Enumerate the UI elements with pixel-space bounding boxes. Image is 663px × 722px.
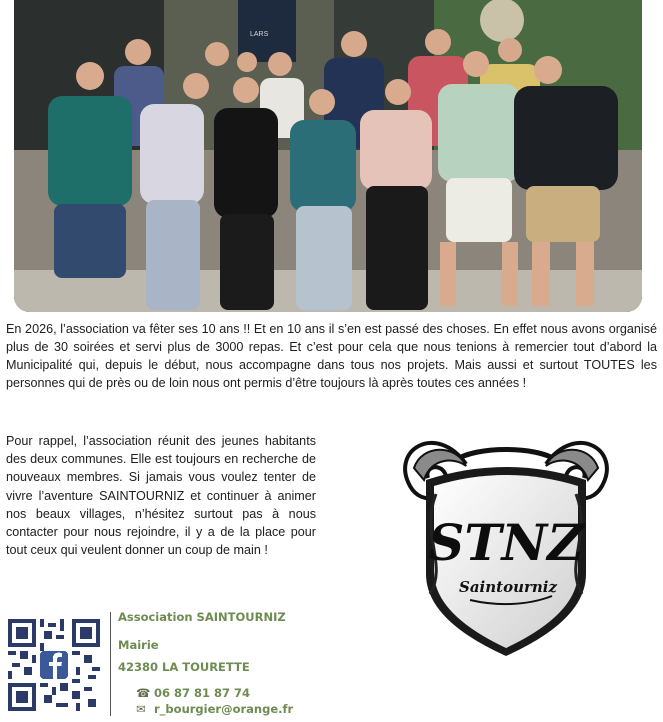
- saintourniz-logo: [396, 424, 616, 660]
- contact-email-line[interactable]: [136, 702, 293, 716]
- email-icon: ✉: [136, 702, 146, 716]
- contact-email: r_bourgier@orange.fr: [154, 702, 294, 716]
- contact-mairie: Mairie: [118, 638, 159, 652]
- recruitment-paragraph: Pour rappel, l’association réunit des jeunes habitants des deux communes. Elle est toujours en recherche de nouveaux membres. Si jamais vous voulez tenter de vivre l’aventure SAINTOURNIZ et continuer à animer nos beaux villages, n’hésitez surtout pas à nous contacter pour nous rejoindre, il y a de la place pour tout ceux qui veulent donner un coup de main !: [6, 434, 316, 558]
- phone-icon: ☎: [136, 686, 151, 700]
- qr-code-icon: [8, 618, 100, 712]
- qr-code[interactable]: [8, 618, 100, 712]
- ram-horns-shield-icon: [396, 424, 616, 660]
- group-photo-illustration: [14, 0, 642, 312]
- logo-initials: STNZ: [428, 513, 584, 572]
- contact-phone-line[interactable]: [136, 686, 250, 700]
- contact-address: 42380 LA TOURETTE: [118, 660, 250, 674]
- contact-divider: [110, 612, 111, 716]
- contact-phone: 06 87 81 87 74: [154, 686, 251, 700]
- logo-name: Saintourniz: [458, 578, 558, 596]
- contact-organization: Association SAINTOURNIZ: [118, 610, 286, 624]
- poster-text: LARS: [250, 31, 269, 38]
- group-photo: [14, 0, 642, 312]
- intro-paragraph: En 2026, l’association va fêter ses 10 ans !! Et en 10 ans il s’en est passé des choses. En effet nous avons organisé plus de 30 soirées et servi plus de 3000 repas. Et c’est pour cela que nous tenions à remercier tout d’abord la Municipalité qui, depuis le début, nous accompagne dans tous nos projets. Mais aussi et surtout TOUTES les personnes qui de près ou de loin nous ont permis d’être toujours là après toutes ces années !: [6, 322, 657, 390]
